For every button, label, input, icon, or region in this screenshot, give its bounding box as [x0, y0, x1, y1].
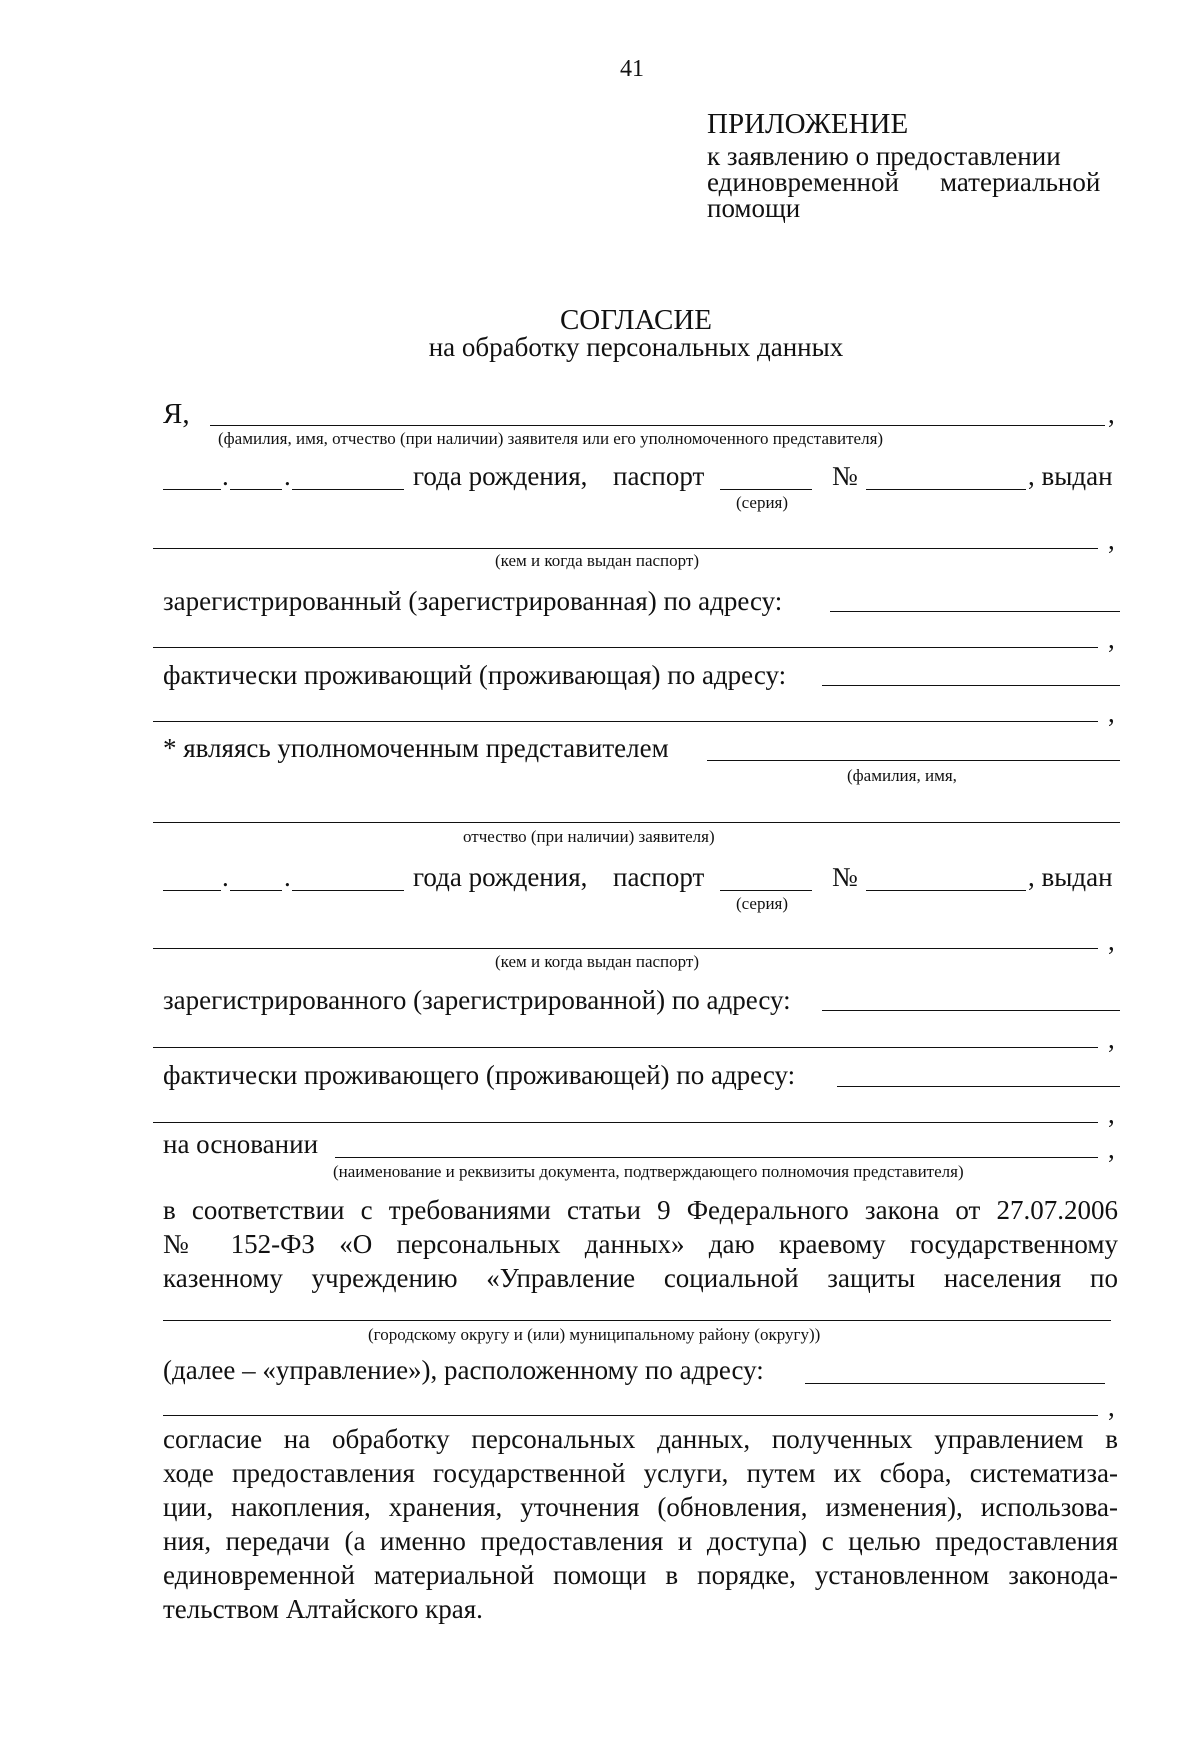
rep-actual-address-label: фактически проживающего (проживающей) по адресу: [163, 1060, 796, 1090]
rep-registered-address-line-2[interactable] [153, 1047, 1098, 1048]
actual-address-line[interactable] [822, 685, 1120, 686]
comma: , [1108, 525, 1115, 555]
comma: , [1108, 1134, 1115, 1164]
representative-name-hint-1: (фамилия, имя, [847, 766, 957, 785]
basis-hint: (наименование и реквизиты документа, подтверждающего полномочия представителя) [333, 1162, 964, 1181]
rep-birth-day-line[interactable] [163, 890, 221, 891]
rep-passport-series-line[interactable] [720, 890, 812, 891]
date-dot: . [284, 461, 291, 491]
date-dot: . [284, 862, 291, 892]
consent-line: ции, накопления, хранения, уточнения (обновления, изменения), использова- [163, 1492, 1118, 1522]
rep-issued-hint: (кем и когда выдан паспорт) [495, 952, 700, 971]
rep-actual-address-line[interactable] [837, 1086, 1120, 1087]
registered-address-line-2[interactable] [153, 647, 1098, 648]
comma: , [1108, 698, 1115, 728]
rep-actual-address-line-2[interactable] [153, 1122, 1098, 1123]
consent-line: согласие на обработку персональных данных, полученных управлением в [163, 1424, 1118, 1454]
consent-line-last: тельством Алтайского края. [163, 1594, 483, 1624]
representative-name-hint-2: отчество (при наличии) заявителя) [463, 827, 715, 846]
consent-line: в соответствии с требованиями статьи 9 Федерального закона от 27.07.2006 [163, 1195, 1118, 1225]
rep-passport-issued-line[interactable] [153, 948, 1098, 949]
district-line[interactable] [163, 1320, 1111, 1321]
basis-label: на основании [163, 1129, 319, 1159]
rep-birth-year-line[interactable] [292, 890, 404, 891]
consent-line: ходе предоставления государственной услуги, путем их сбора, систематиза- [163, 1458, 1118, 1488]
appendix-line-2-right: материальной [940, 167, 1101, 197]
administration-address-label: (далее – «управление»), расположенному по адресу: [163, 1355, 764, 1385]
birth-year-line[interactable] [292, 489, 404, 490]
rep-issued-label: , выдан [1028, 862, 1113, 892]
consent-line: единовременной материальной помощи в порядке, установленном законода- [163, 1560, 1118, 1590]
rep-registered-address-label: зарегистрированного (зарегистрированной) по адресу: [163, 985, 791, 1015]
actual-address-label: фактически проживающий (проживающая) по адресу: [163, 660, 787, 690]
birth-label: года рождения, [413, 461, 588, 491]
passport-number-line[interactable] [866, 489, 1026, 490]
number-sign: № [832, 461, 858, 491]
administration-address-line-2[interactable] [163, 1415, 1098, 1416]
rep-birth-label: года рождения, [413, 862, 588, 892]
rep-passport-number-line[interactable] [866, 890, 1026, 891]
appendix-line-2-left: единовременной [707, 167, 899, 197]
date-dot: . [222, 862, 229, 892]
rep-number-sign: № [832, 862, 858, 892]
comma: , [1108, 399, 1115, 429]
consent-title: СОГЛАСИЕ [559, 304, 713, 336]
rep-registered-address-line[interactable] [822, 1010, 1120, 1011]
comma: , [1108, 1024, 1115, 1054]
series-hint: (серия) [736, 493, 789, 512]
representative-label: * являясь уполномоченным представителем [163, 733, 669, 763]
registered-address-label: зарегистрированный (зарегистрированная) по адресу: [163, 586, 783, 616]
page-number: 41 [620, 56, 644, 82]
comma: , [1108, 624, 1115, 654]
comma: , [1108, 1392, 1115, 1422]
passport-label: паспорт [613, 461, 705, 491]
birth-day-line[interactable] [163, 489, 221, 490]
representative-name-line-2[interactable] [153, 822, 1120, 823]
consent-line: № 152-ФЗ «О персональных данных» даю краевому государственному [163, 1229, 1118, 1259]
consent-subtitle: на обработку персональных данных [428, 332, 844, 362]
issued-hint: (кем и когда выдан паспорт) [495, 551, 700, 570]
appendix-line-1: к заявлению о предоставлении [707, 141, 1061, 171]
consent-paragraph-2 [163, 1422, 1118, 1626]
administration-address-line[interactable] [805, 1383, 1105, 1384]
appendix-line-3: помощи [707, 193, 801, 223]
passport-issued-line[interactable] [153, 548, 1098, 549]
consent-paragraph-1 [163, 1193, 1118, 1295]
consent-line: казенному учреждению «Управление социальной защиты населения по [163, 1263, 1118, 1293]
rep-birth-month-line[interactable] [230, 890, 282, 891]
comma: , [1108, 926, 1115, 956]
applicant-name-line[interactable] [210, 425, 1105, 426]
comma: , [1108, 1099, 1115, 1129]
issued-label: , выдан [1028, 461, 1113, 491]
date-dot: . [222, 461, 229, 491]
representative-name-line[interactable] [707, 760, 1120, 761]
district-hint: (городскому округу и (или) муниципальному району (округу)) [368, 1325, 821, 1344]
appendix-title: ПРИЛОЖЕНИЕ [707, 108, 909, 140]
birth-month-line[interactable] [230, 489, 282, 490]
registered-address-line[interactable] [830, 611, 1120, 612]
consent-line: ния, передачи (а именно предоставления и доступа) с целью предоставления [163, 1526, 1118, 1556]
ya-label: Я, [163, 398, 190, 430]
basis-line[interactable] [335, 1157, 1098, 1158]
passport-series-line[interactable] [720, 489, 812, 490]
rep-passport-label: паспорт [613, 862, 705, 892]
actual-address-line-2[interactable] [153, 721, 1098, 722]
applicant-name-hint: (фамилия, имя, отчество (при наличии) заявителя или его уполномоченного представителя) [218, 429, 884, 448]
rep-series-hint: (серия) [736, 894, 789, 913]
